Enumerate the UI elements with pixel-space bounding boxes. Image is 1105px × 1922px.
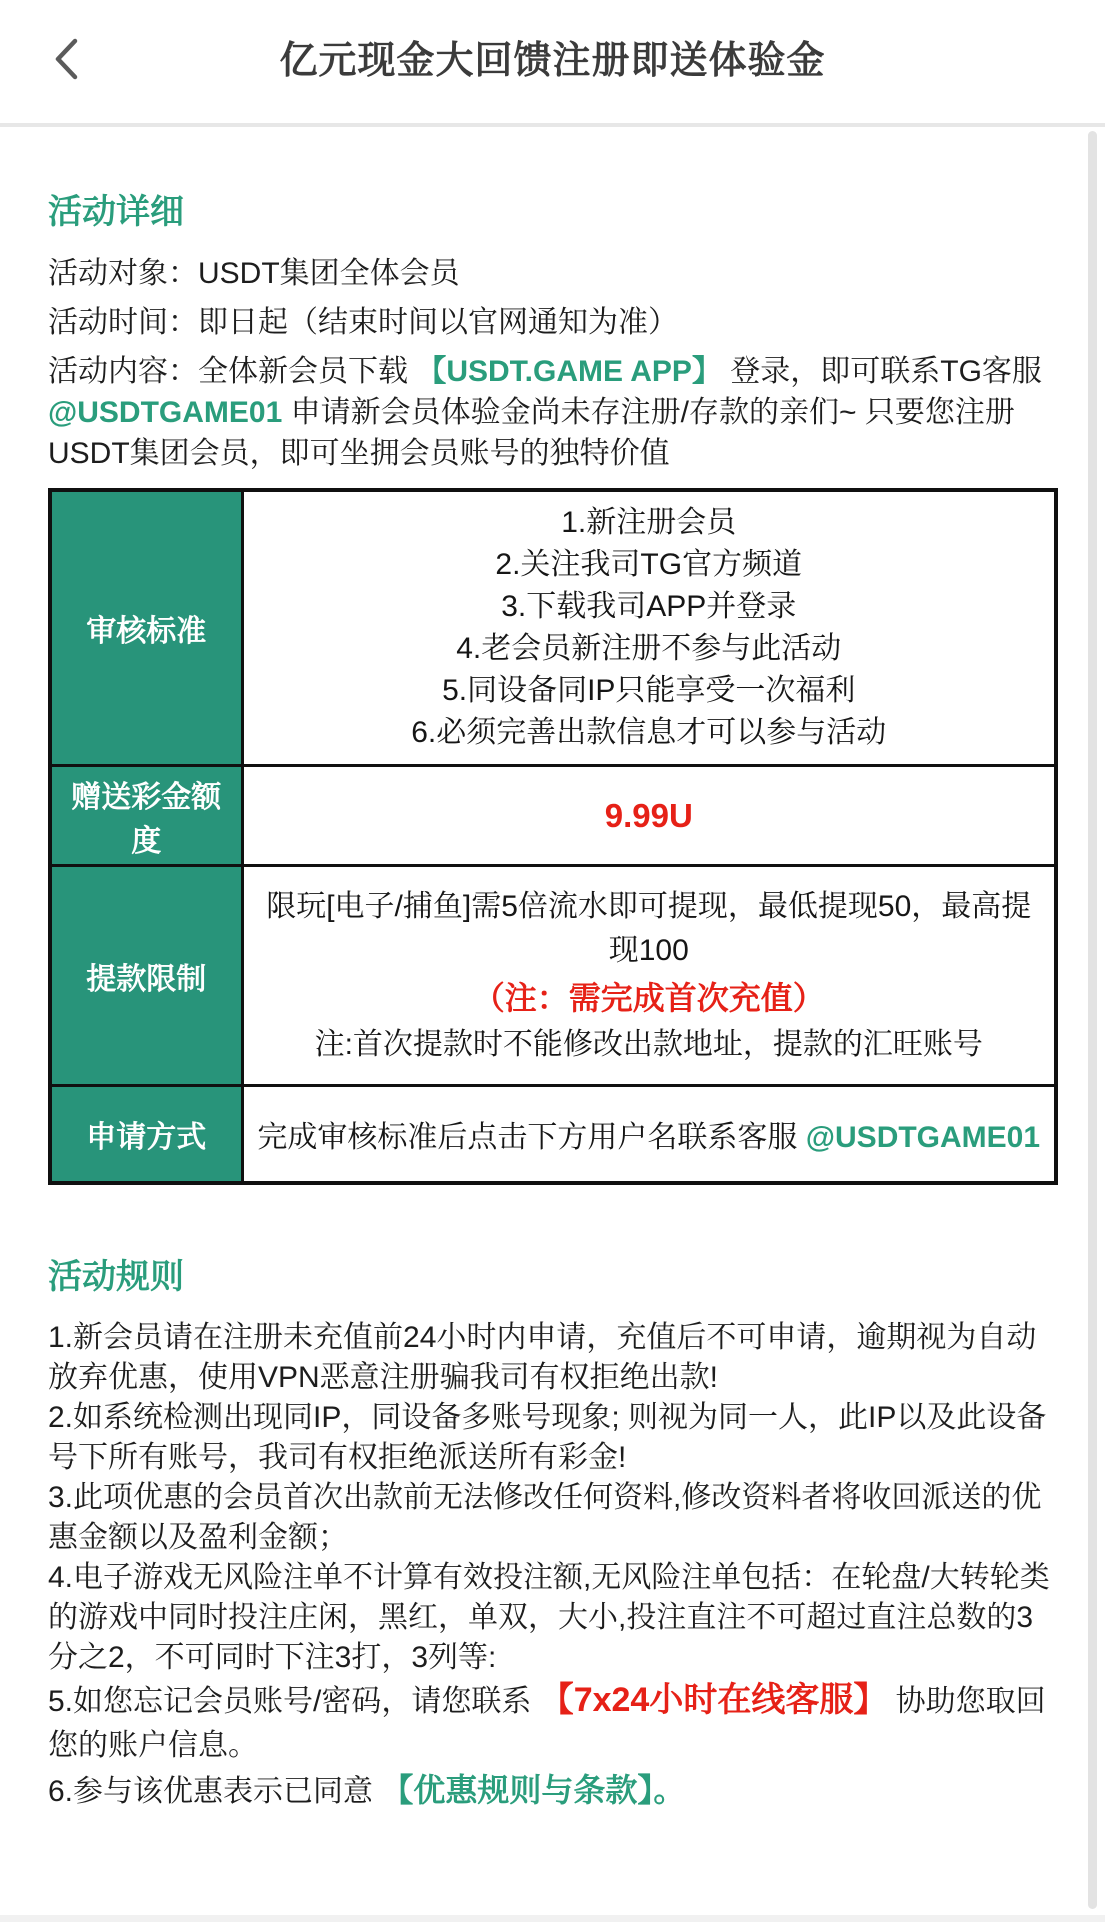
limit-label-cell: 提款限制: [50, 866, 242, 1086]
audit-line: 1.新注册会员: [561, 506, 737, 539]
terms-link[interactable]: 【优惠规则与条款】。: [381, 1771, 686, 1808]
audit-line: 2.关注我司TG官方频道: [495, 548, 803, 581]
rules-heading: 活动规则: [48, 1257, 184, 1296]
tg-handle-link[interactable]: @USDTGAME01: [48, 396, 283, 429]
rule-item-2: 2.如系统检测出现同IP，同设备多账号现象; 则视为同一人，此IP以及此设备号下所有账号，我司有权拒绝派送所有彩金!: [48, 1400, 1047, 1474]
rule-item-6: [48, 1768, 1055, 1814]
detail-content-text: 登录，即可联系TG客服: [721, 355, 1042, 388]
apply-tg-handle-link[interactable]: @USDTGAME01: [805, 1120, 1041, 1154]
audit-line: 6.必须完善出款信息才可以参与活动: [411, 716, 887, 749]
limit-line-1: 限玩[电子/捕鱼]需5倍流水即可提现，最低提现50，最高提现100: [266, 889, 1032, 967]
apply-text: 完成审核标准后点击下方用户名联系客服: [257, 1120, 806, 1154]
detail-time: 活动时间：即日起（结束时间以官网通知为准）: [48, 306, 678, 339]
bonus-label-cell: 赠送彩金额度: [50, 766, 242, 866]
audit-line: 5.同设备同IP只能享受一次福利: [442, 674, 856, 707]
bonus-amount: 9.99U: [604, 796, 693, 834]
rule-item-1: 1.新会员请在注册未充值前24小时内申请，充值后不可申请，逾期视为自动放弃优惠，使用VPN恶意注册骗我司有权拒绝出款!: [48, 1320, 1037, 1394]
audit-label-cell: 审核标准: [50, 490, 242, 766]
rule-5-text: 协助您取回您的账户信息。: [48, 1684, 1046, 1762]
rule-item-3: 3.此项优惠的会员首次出款前无法修改任何资料,修改资料者将收回派送的优惠金额以及盈利金额；: [48, 1480, 1042, 1554]
limit-red-note: （注：需完成首次充值）: [472, 979, 825, 1016]
detail-content-text: 申请新会员体验金尚未存注册/存款的亲们~ 只要您注册USDT集团会员，即可坐拥会员账号的独特价值: [48, 396, 1015, 470]
audit-line: 3.下载我司APP并登录: [501, 590, 797, 623]
usdt-game-app-link[interactable]: 【USDT.GAME APP】: [416, 355, 722, 388]
apply-content-cell: [242, 1086, 1056, 1183]
audit-line: 4.老会员新注册不参与此活动: [456, 632, 842, 665]
page-title: 亿元现金大回馈注册即送体验金: [279, 40, 826, 82]
promo-table: [48, 488, 1058, 1185]
table-row-withdraw-limit: [50, 866, 1056, 1086]
detail-content: [48, 351, 1055, 474]
apply-label-cell: 申请方式: [50, 1086, 242, 1183]
detail-audience: 活动对象：USDT集团全体会员: [48, 257, 460, 290]
scrollbar-thumb[interactable]: [1088, 131, 1097, 1909]
audit-content-cell: [242, 490, 1056, 766]
rule-5-text: 5.如您忘记会员账号/密码，请您联系: [48, 1684, 540, 1718]
online-support-link[interactable]: 【7x24小时在线客服】: [539, 1680, 888, 1719]
bottom-divider: [0, 1915, 1105, 1922]
details-heading: 活动详细: [48, 193, 184, 231]
rule-item-5: [48, 1678, 1055, 1768]
table-row-bonus: [50, 766, 1056, 866]
detail-content-text: 活动内容：全体新会员下载: [48, 355, 417, 388]
table-row-audit: [50, 490, 1056, 766]
table-row-apply: [50, 1086, 1056, 1183]
limit-line-3: 注:首次提款时不能修改出款地址，提款的汇旺账号: [314, 1027, 983, 1061]
back-chevron-icon: [53, 37, 79, 86]
promo-content: [0, 184, 1105, 1814]
limit-content-cell: [242, 866, 1056, 1086]
back-button[interactable]: [44, 34, 88, 90]
rule-item-4: 4.电子游戏无风险注单不计算有效投注额,无风险注单包括：在轮盘/大转轮类的游戏中同时投注庄闲，黑红，单双，大小,投注直注不可超过直注总数的3分之2，不可同时下注3打，3列等:: [48, 1560, 1050, 1674]
top-nav-bar: [0, 0, 1105, 127]
bonus-content-cell: [242, 766, 1056, 866]
rule-6-text: 6.参与该优惠表示已同意: [48, 1774, 382, 1808]
